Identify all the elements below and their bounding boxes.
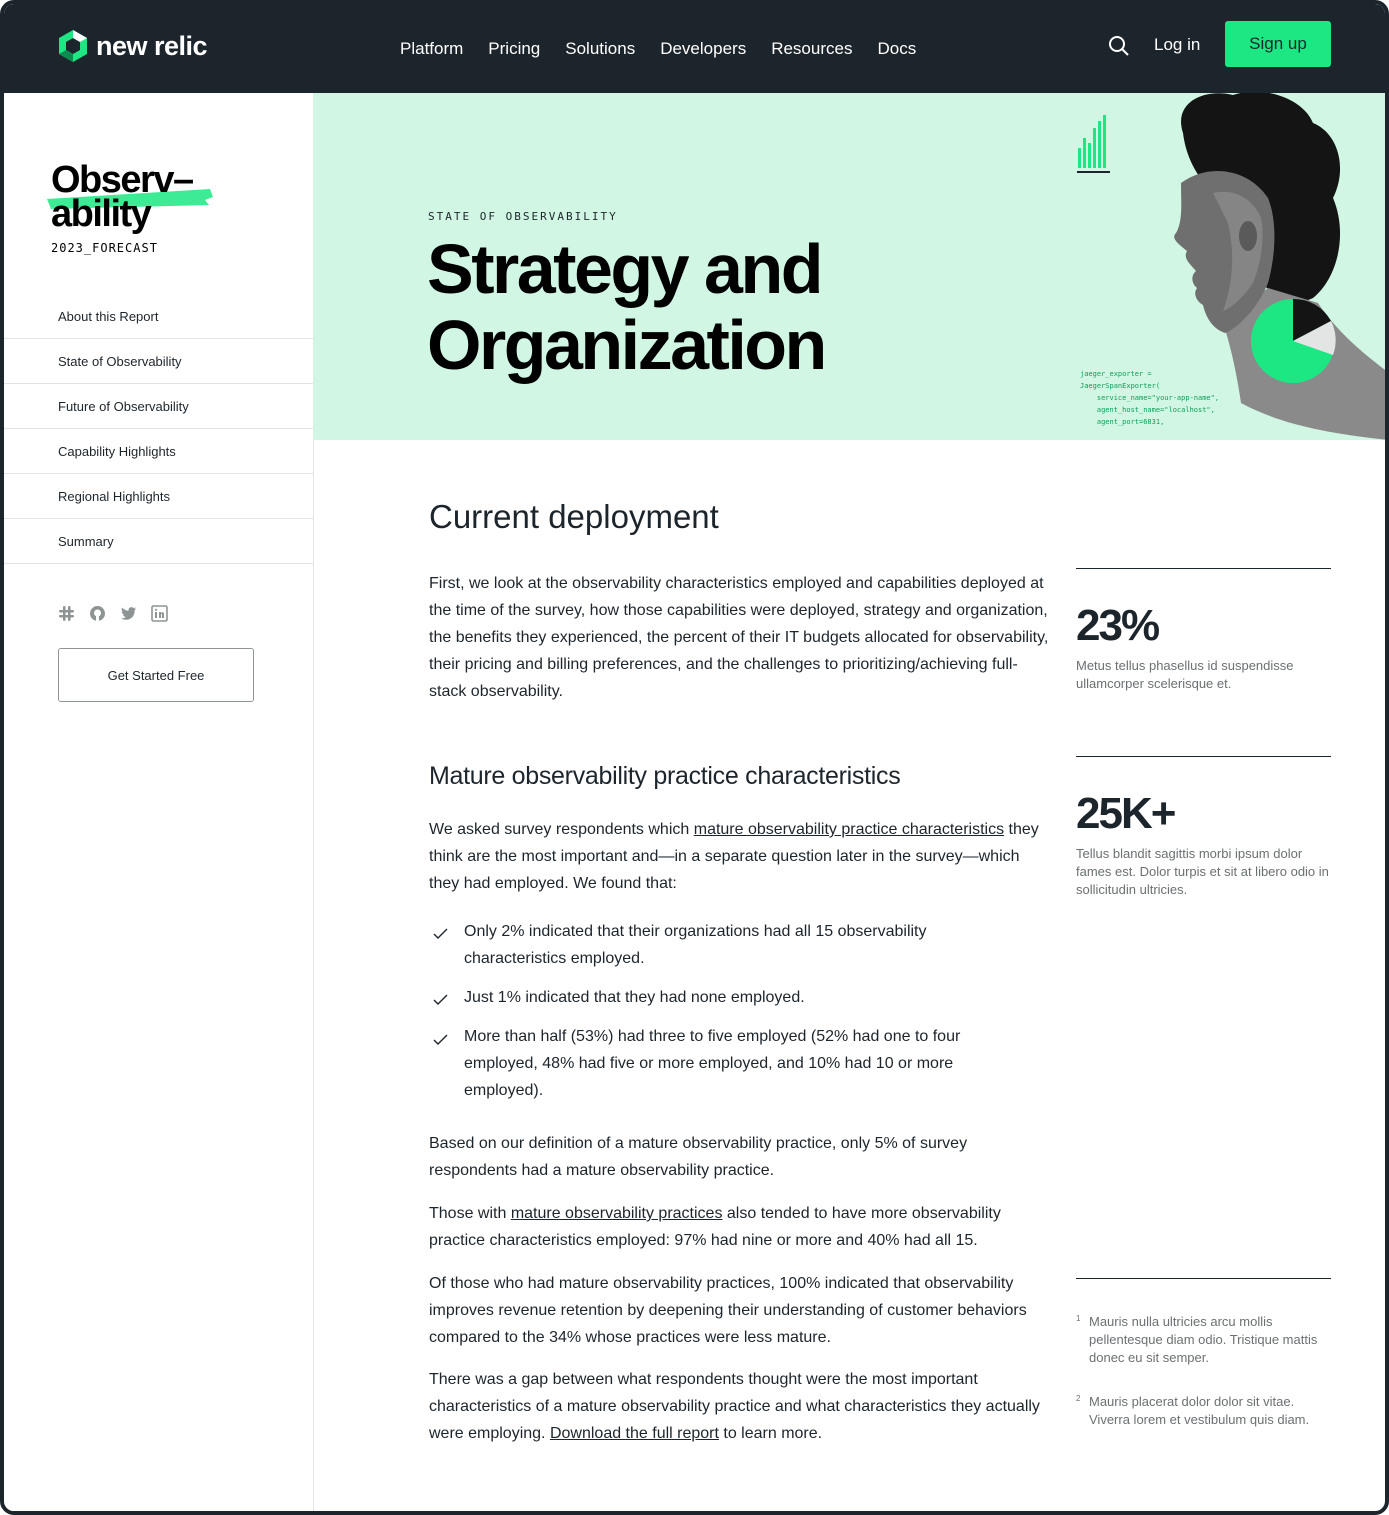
sidebar-item-summary[interactable]: Summary	[4, 519, 313, 564]
sidebar-item-state[interactable]: State of Observability	[4, 339, 313, 384]
social-links	[58, 605, 168, 622]
link-mature-characteristics[interactable]: mature observability practice characteristics	[693, 821, 1005, 838]
link-mature-practices[interactable]: mature observability practices	[510, 1205, 723, 1222]
code-line-5: agent_port=6831,	[1080, 418, 1165, 426]
nav-solutions[interactable]: Solutions	[565, 38, 636, 58]
hero-banner	[313, 93, 1389, 440]
code-line-1: jaeger_exporter =	[1080, 370, 1152, 378]
page-title	[427, 231, 947, 383]
check-icon	[433, 1034, 448, 1045]
stat-description: Tellus blandit sagittis morbi ipsum dolor fames est. Dolor turpis et sit at libero odio in sollicitudin ultricies.	[1076, 846, 1329, 897]
login-link[interactable]: Log in	[1154, 35, 1201, 54]
check-icon	[433, 928, 448, 939]
check-icon	[433, 994, 448, 1005]
main-nav	[400, 4, 941, 93]
new-relic-logo-icon	[58, 29, 88, 63]
footnote-text: Mauris nulla ultricies arcu mollis pellentesque diam odio. Tristique mattis donec eu sit semper.	[1089, 1314, 1318, 1365]
nav-platform[interactable]: Platform	[400, 38, 464, 58]
paragraph-revenue: Of those who had mature observability practices, 100% indicated that observability improves revenue retention by deepening their understanding of customer behaviors compared to the 34% whose practices were less mature.	[429, 1275, 1027, 1346]
linkedin-icon[interactable]	[151, 605, 168, 622]
list-item: Just 1% indicated that they had none employed.	[464, 989, 805, 1006]
paragraph-gap: There was a gap between what respondents thought were the most important characteristics of a mature observability practice and what characteristics they actually were employing. Download the full report to learn more.	[429, 1371, 1040, 1442]
stat-description: Metus tellus phasellus id suspendisse ullamcorper scelerisque et.	[1076, 658, 1294, 691]
top-navigation	[4, 4, 1385, 93]
sidebar-item-regional[interactable]: Regional Highlights	[4, 474, 313, 519]
list-item: More than half (53%) had three to five employed (52% had one to four employed, 48% had five or more employed, and 10% had 10 or more employed).	[464, 1028, 961, 1099]
intro-paragraph: First, we look at the observability characteristics employed and capabilities deployed at the time of the survey, how those capabilities were deployed, strategy and organization, the benefits they experienced, the percent of their IT budgets allocated for observability, their pricing and billing preferences, and the challenges to prioritizing/achieving full-stack observability.	[429, 575, 1049, 700]
brand-line-2: ability	[51, 193, 151, 235]
report-brand	[51, 159, 251, 263]
twitter-icon[interactable]	[120, 605, 137, 622]
list-item: Only 2% indicated that their organizations had all 15 observability characteristics employed.	[464, 923, 927, 967]
footnote	[1076, 1313, 1331, 1367]
bar-chart-graphic	[1078, 115, 1106, 168]
subsection-heading: Mature observability practice characteristics	[429, 762, 901, 790]
download-report-link[interactable]: Download the full report	[549, 1425, 719, 1442]
sidebar-menu	[4, 294, 313, 564]
section-heading: Current deployment	[429, 498, 719, 535]
search-icon[interactable]	[1108, 35, 1130, 57]
page-title-line-1: Strategy and	[427, 230, 821, 308]
get-started-button[interactable]: Get Started Free	[58, 648, 254, 702]
nav-developers[interactable]: Developers	[660, 38, 747, 58]
brand-line-1: Observ–	[51, 159, 193, 201]
paragraph-survey: We asked survey respondents which mature observability practice characteristics they think are the most important and—in a separate question later in the survey—which they had employed. We found that:	[429, 821, 1039, 892]
nav-resources[interactable]: Resources	[771, 38, 853, 58]
logo[interactable]	[58, 29, 207, 63]
stat-card	[1076, 756, 1331, 899]
brand-subtitle: 2023_FORECAST	[51, 241, 158, 255]
footnote-number: 1	[1076, 1314, 1081, 1323]
footnotes	[1076, 1278, 1331, 1429]
sidebar-item-future[interactable]: Future of Observability	[4, 384, 313, 429]
footnote-text: Mauris placerat dolor dolor sit vitae. Viverra lorem et vestibulum quis diam.	[1089, 1394, 1310, 1427]
page-title-line-2: Organization	[427, 306, 825, 384]
footnote	[1076, 1393, 1331, 1429]
stat-value: 25K+	[1076, 789, 1175, 838]
stat-card	[1076, 568, 1331, 693]
hero-portrait-image	[1063, 93, 1389, 440]
sidebar	[4, 93, 314, 1515]
slack-icon[interactable]	[58, 605, 75, 622]
hero-eyebrow: STATE OF OBSERVABILITY	[428, 210, 618, 223]
signup-button[interactable]: Sign up	[1225, 21, 1331, 67]
sidebar-item-about[interactable]: About this Report	[4, 294, 313, 339]
nav-pricing[interactable]: Pricing	[488, 38, 541, 58]
code-line-2: JaegerSpanExporter(	[1080, 382, 1161, 390]
paragraph-mature-practices: Those with mature observability practices also tended to have more observability practice characteristics employed: 97% had nine or more and 40% had all 15.	[429, 1205, 1001, 1249]
logo-text: new relic	[96, 30, 208, 61]
code-line-4: agent_host_name="localhost",	[1080, 406, 1215, 414]
code-line-3: service_name="your-app-name",	[1080, 394, 1220, 402]
stat-value: 23%	[1076, 601, 1159, 650]
paragraph-definition: Based on our definition of a mature observability practice, only 5% of survey respondents had a mature observability practice.	[429, 1135, 968, 1179]
github-icon[interactable]	[89, 605, 106, 622]
sidebar-item-capability[interactable]: Capability Highlights	[4, 429, 313, 474]
footnote-number: 2	[1076, 1394, 1081, 1403]
nav-docs[interactable]: Docs	[877, 38, 917, 58]
